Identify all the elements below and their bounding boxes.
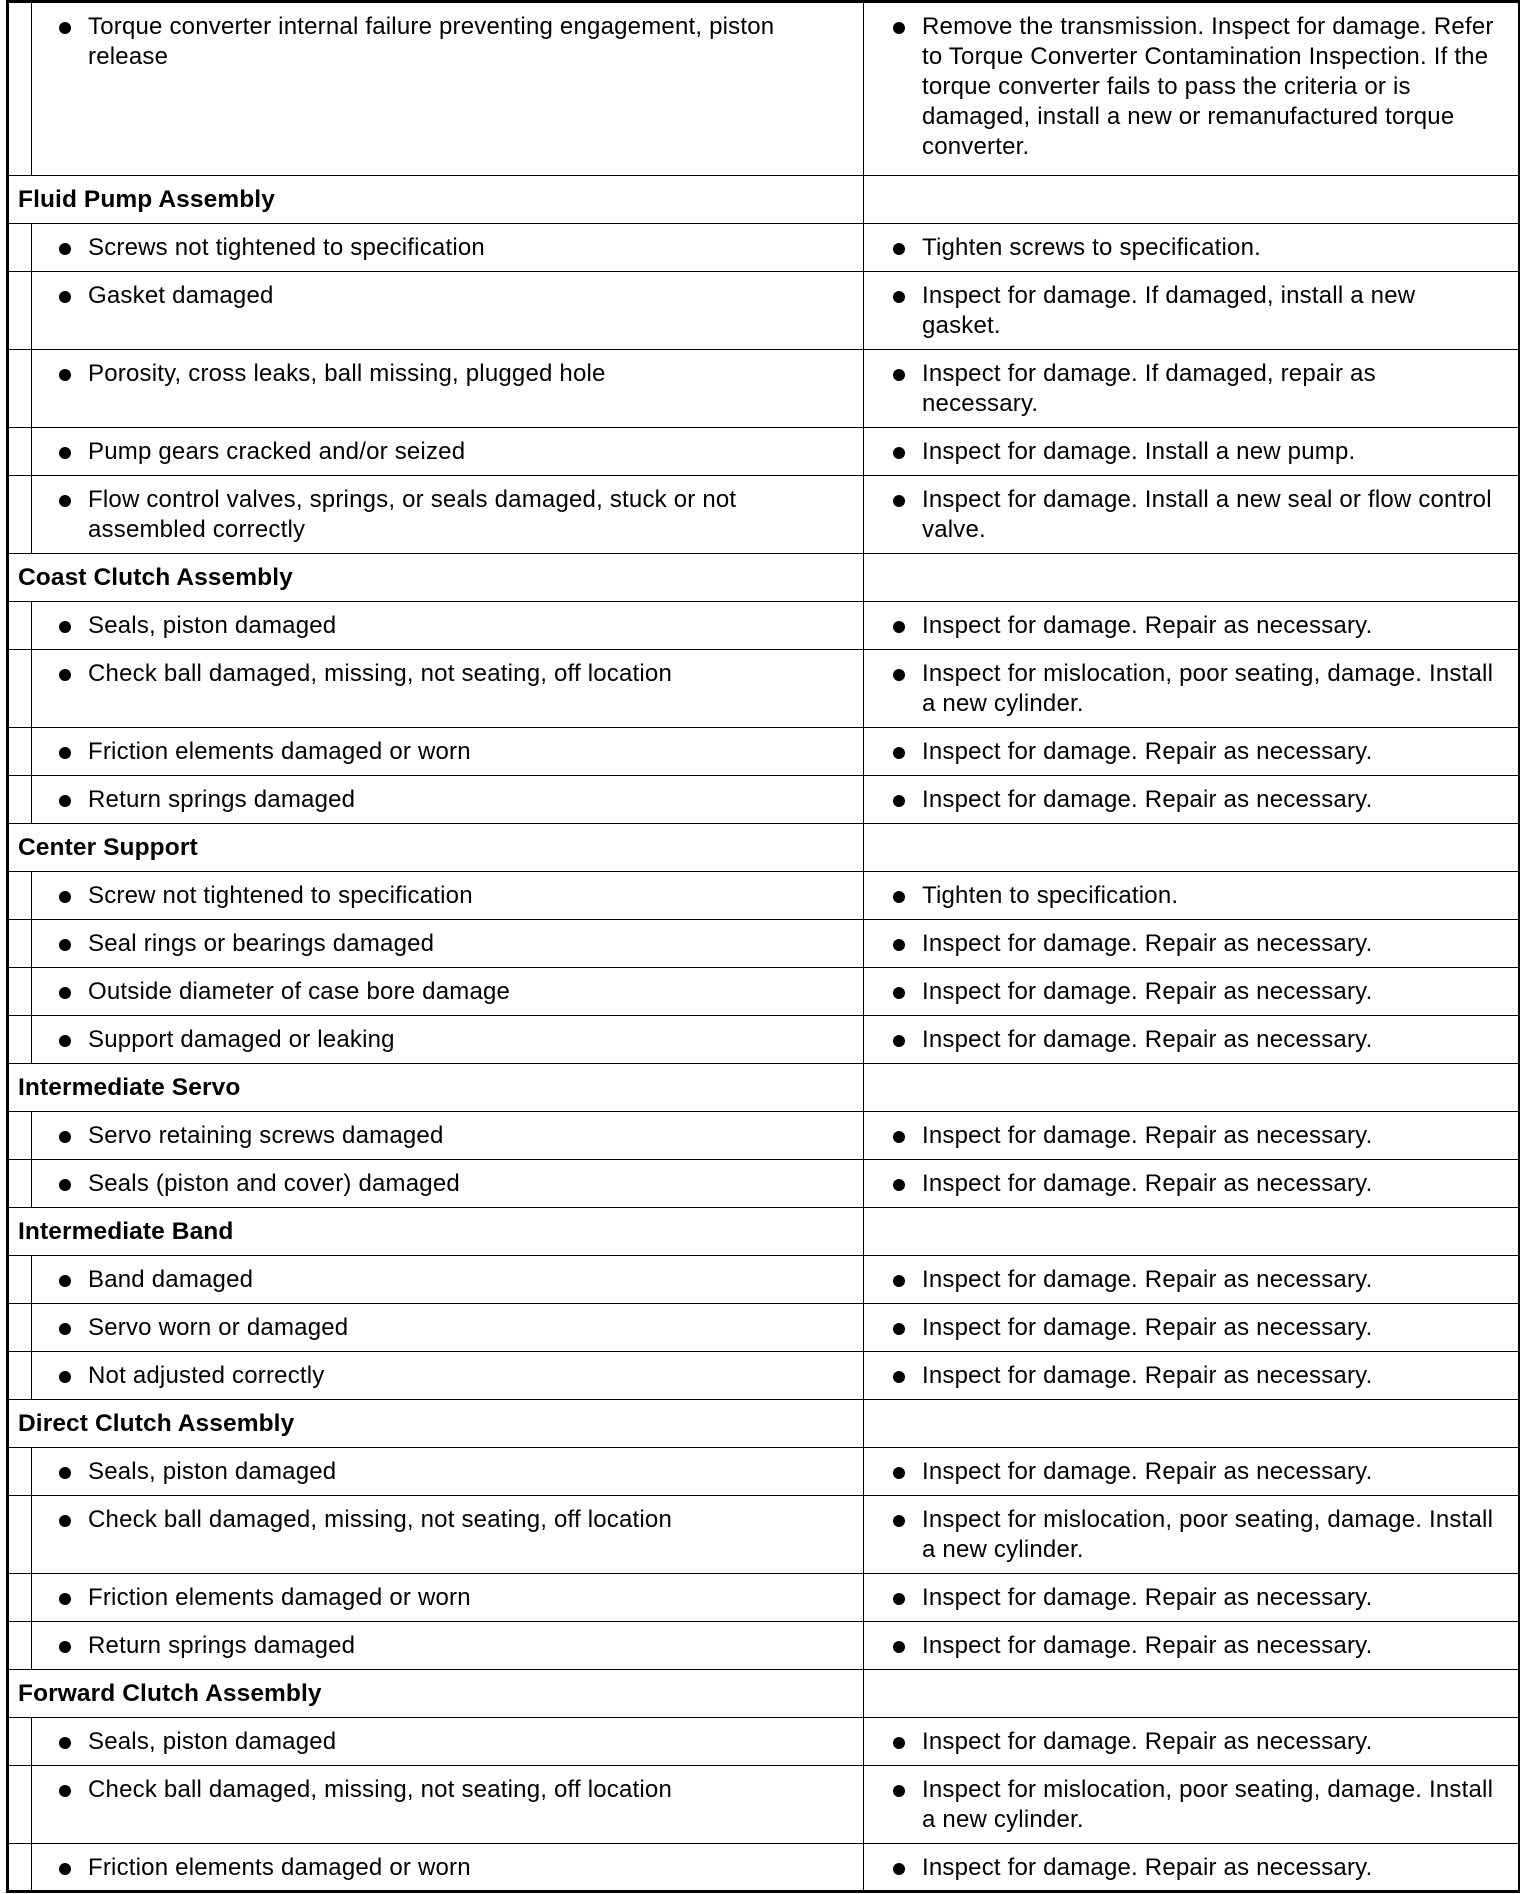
table-row bbox=[8, 602, 1520, 650]
section-header-row bbox=[8, 824, 1520, 872]
cause-item bbox=[32, 1256, 863, 1295]
action-text: Inspect for damage. Repair as necessary. bbox=[922, 978, 1373, 1005]
action-item bbox=[864, 968, 1518, 1007]
action-text: Inspect for damage. Repair as necessary. bbox=[922, 1728, 1373, 1755]
action-text: Inspect for damage. Repair as necessary. bbox=[922, 1458, 1373, 1485]
bullet-icon bbox=[893, 369, 905, 381]
cause-cell bbox=[32, 1766, 864, 1844]
diagnosis-table-page bbox=[6, 0, 1518, 1893]
bullet-icon bbox=[59, 1515, 71, 1527]
section-header-row bbox=[8, 1670, 1520, 1718]
cause-cell bbox=[32, 1622, 864, 1670]
action-text: Inspect for damage. Repair as necessary. bbox=[922, 1122, 1373, 1149]
table-row bbox=[8, 920, 1520, 968]
action-text: Remove the transmission. Inspect for damage. Refer to Torque Converter Contamination Inspection. If the torque converter fails to pass the criteria or is damaged, install a new or remanufactured torque converter. bbox=[922, 13, 1494, 160]
bullet-icon bbox=[59, 1131, 71, 1143]
section-empty-cell bbox=[864, 1208, 1520, 1256]
cause-cell bbox=[32, 1256, 864, 1304]
cause-text: Friction elements damaged or worn bbox=[88, 1584, 471, 1611]
action-item bbox=[864, 1496, 1518, 1565]
action-text: Inspect for mislocation, poor seating, damage. Install a new cylinder. bbox=[922, 1776, 1494, 1833]
section-empty-cell bbox=[864, 176, 1520, 224]
indent-cell bbox=[8, 428, 32, 476]
action-item bbox=[864, 1160, 1518, 1199]
bullet-icon bbox=[893, 1035, 905, 1047]
section-header-row bbox=[8, 1400, 1520, 1448]
table-row bbox=[8, 968, 1520, 1016]
action-text: Inspect for damage. Repair as necessary. bbox=[922, 786, 1373, 813]
action-item bbox=[864, 1844, 1518, 1883]
table-row bbox=[8, 350, 1520, 428]
indent-cell bbox=[8, 776, 32, 824]
action-text: Inspect for damage. Repair as necessary. bbox=[922, 930, 1373, 957]
action-item bbox=[864, 224, 1518, 263]
cause-item bbox=[32, 968, 863, 1007]
bullet-icon bbox=[59, 1035, 71, 1047]
cause-cell bbox=[32, 1718, 864, 1766]
cause-cell bbox=[32, 872, 864, 920]
table-row bbox=[8, 1718, 1520, 1766]
cause-cell bbox=[32, 602, 864, 650]
action-cell bbox=[864, 1496, 1520, 1574]
cause-text: Support damaged or leaking bbox=[88, 1026, 395, 1053]
action-cell bbox=[864, 1766, 1520, 1844]
section-title: Fluid Pump Assembly bbox=[8, 176, 864, 224]
action-item bbox=[864, 920, 1518, 959]
bullet-icon bbox=[59, 891, 71, 903]
table-row bbox=[8, 650, 1520, 728]
table-row bbox=[8, 1352, 1520, 1400]
table-row bbox=[8, 476, 1520, 554]
action-cell bbox=[864, 272, 1520, 350]
section-header-row bbox=[8, 1208, 1520, 1256]
action-item bbox=[864, 1016, 1518, 1055]
action-cell bbox=[864, 872, 1520, 920]
action-cell bbox=[864, 602, 1520, 650]
bullet-icon bbox=[59, 1863, 71, 1875]
table-row bbox=[8, 1574, 1520, 1622]
cause-item bbox=[32, 920, 863, 959]
indent-cell bbox=[8, 1574, 32, 1622]
cause-text: Band damaged bbox=[88, 1266, 254, 1293]
cause-text: Check ball damaged, missing, not seating, off location bbox=[88, 660, 673, 687]
cause-cell bbox=[32, 1574, 864, 1622]
cause-cell bbox=[32, 476, 864, 554]
action-text: Inspect for damage. Repair as necessary. bbox=[922, 1632, 1373, 1659]
bullet-icon bbox=[59, 291, 71, 303]
cause-cell bbox=[32, 2, 864, 176]
bullet-icon bbox=[893, 987, 905, 999]
table-row bbox=[8, 1448, 1520, 1496]
action-text: Tighten screws to specification. bbox=[922, 234, 1261, 261]
cause-cell bbox=[32, 350, 864, 428]
action-cell bbox=[864, 1160, 1520, 1208]
cause-cell bbox=[32, 1496, 864, 1574]
bullet-icon bbox=[893, 1179, 905, 1191]
cause-text: Seal rings or bearings damaged bbox=[88, 930, 435, 957]
cause-item bbox=[32, 650, 863, 689]
action-text: Inspect for mislocation, poor seating, damage. Install a new cylinder. bbox=[922, 660, 1494, 717]
bullet-icon bbox=[59, 795, 71, 807]
action-item bbox=[864, 602, 1518, 641]
action-item bbox=[864, 776, 1518, 815]
indent-cell bbox=[8, 1256, 32, 1304]
section-title: Intermediate Band bbox=[8, 1208, 864, 1256]
action-item bbox=[864, 1448, 1518, 1487]
action-text: Inspect for damage. Install a new pump. bbox=[922, 438, 1356, 465]
action-cell bbox=[864, 1574, 1520, 1622]
bullet-icon bbox=[893, 1515, 905, 1527]
action-cell bbox=[864, 1256, 1520, 1304]
action-item bbox=[864, 1256, 1518, 1295]
bullet-icon bbox=[59, 669, 71, 681]
cause-cell bbox=[32, 224, 864, 272]
action-text: Inspect for damage. Repair as necessary. bbox=[922, 1170, 1373, 1197]
section-title: Direct Clutch Assembly bbox=[8, 1400, 864, 1448]
indent-cell bbox=[8, 272, 32, 350]
cause-item bbox=[32, 1352, 863, 1391]
bullet-icon bbox=[59, 939, 71, 951]
table-row bbox=[8, 1016, 1520, 1064]
cause-item bbox=[32, 3, 863, 72]
cause-item bbox=[32, 476, 863, 545]
bullet-icon bbox=[59, 621, 71, 633]
cause-cell bbox=[32, 920, 864, 968]
diagnosis-table-body bbox=[8, 2, 1520, 1892]
cause-item bbox=[32, 272, 863, 311]
cause-text: Friction elements damaged or worn bbox=[88, 738, 471, 765]
action-text: Tighten to specification. bbox=[922, 882, 1179, 909]
cause-text: Seals, piston damaged bbox=[88, 612, 337, 639]
action-cell bbox=[864, 1352, 1520, 1400]
cause-text: Check ball damaged, missing, not seating, off location bbox=[88, 1776, 673, 1803]
bullet-icon bbox=[893, 22, 905, 34]
section-empty-cell bbox=[864, 554, 1520, 602]
action-item bbox=[864, 1622, 1518, 1661]
action-cell bbox=[864, 1016, 1520, 1064]
action-item bbox=[864, 872, 1518, 911]
cause-cell bbox=[32, 776, 864, 824]
bullet-icon bbox=[59, 1179, 71, 1191]
diagnosis-table bbox=[6, 0, 1520, 1893]
cause-item bbox=[32, 776, 863, 815]
section-empty-cell bbox=[864, 824, 1520, 872]
indent-cell bbox=[8, 2, 32, 176]
cause-cell bbox=[32, 1448, 864, 1496]
cause-item bbox=[32, 224, 863, 263]
action-cell bbox=[864, 1844, 1520, 1892]
section-empty-cell bbox=[864, 1400, 1520, 1448]
bullet-icon bbox=[893, 621, 905, 633]
action-cell bbox=[864, 428, 1520, 476]
table-row bbox=[8, 872, 1520, 920]
bullet-icon bbox=[59, 495, 71, 507]
action-text: Inspect for damage. If damaged, install a new gasket. bbox=[922, 282, 1416, 339]
indent-cell bbox=[8, 1844, 32, 1892]
cause-item bbox=[32, 1448, 863, 1487]
cause-item bbox=[32, 1622, 863, 1661]
bullet-icon bbox=[893, 495, 905, 507]
action-item bbox=[864, 1304, 1518, 1343]
action-text: Inspect for damage. Repair as necessary. bbox=[922, 1854, 1373, 1881]
cause-text: Check ball damaged, missing, not seating, off location bbox=[88, 1506, 673, 1533]
action-text: Inspect for damage. Install a new seal or flow control valve. bbox=[922, 486, 1492, 543]
table-row bbox=[8, 728, 1520, 776]
cause-cell bbox=[32, 272, 864, 350]
cause-item bbox=[32, 1112, 863, 1151]
bullet-icon bbox=[893, 1737, 905, 1749]
bullet-icon bbox=[59, 243, 71, 255]
indent-cell bbox=[8, 728, 32, 776]
action-item bbox=[864, 476, 1518, 545]
cause-text: Flow control valves, springs, or seals damaged, stuck or not assembled correctly bbox=[88, 486, 737, 543]
cause-cell bbox=[32, 1016, 864, 1064]
table-row bbox=[8, 1496, 1520, 1574]
cause-text: Torque converter internal failure preventing engagement, piston release bbox=[88, 13, 775, 70]
action-cell bbox=[864, 1112, 1520, 1160]
section-title: Intermediate Servo bbox=[8, 1064, 864, 1112]
table-row bbox=[8, 2, 1520, 176]
action-cell bbox=[864, 476, 1520, 554]
action-item bbox=[864, 650, 1518, 719]
cause-item bbox=[32, 1160, 863, 1199]
cause-item bbox=[32, 1304, 863, 1343]
cause-item bbox=[32, 428, 863, 467]
bullet-icon bbox=[59, 447, 71, 459]
indent-cell bbox=[8, 1016, 32, 1064]
cause-text: Screws not tightened to specification bbox=[88, 234, 485, 261]
cause-text: Gasket damaged bbox=[88, 282, 274, 309]
indent-cell bbox=[8, 1304, 32, 1352]
cause-item bbox=[32, 1718, 863, 1757]
cause-text: Seals, piston damaged bbox=[88, 1458, 337, 1485]
bullet-icon bbox=[893, 447, 905, 459]
cause-cell bbox=[32, 1112, 864, 1160]
indent-cell bbox=[8, 1622, 32, 1670]
indent-cell bbox=[8, 1352, 32, 1400]
bullet-icon bbox=[59, 1737, 71, 1749]
bullet-icon bbox=[59, 1785, 71, 1797]
table-row bbox=[8, 1622, 1520, 1670]
cause-item bbox=[32, 1766, 863, 1805]
action-item bbox=[864, 1112, 1518, 1151]
cause-text: Servo worn or damaged bbox=[88, 1314, 349, 1341]
bullet-icon bbox=[893, 1785, 905, 1797]
indent-cell bbox=[8, 1718, 32, 1766]
cause-item bbox=[32, 1844, 863, 1883]
bullet-icon bbox=[893, 1371, 905, 1383]
action-item bbox=[864, 272, 1518, 341]
action-cell bbox=[864, 350, 1520, 428]
bullet-icon bbox=[59, 1467, 71, 1479]
cause-text: Porosity, cross leaks, ball missing, plugged hole bbox=[88, 360, 606, 387]
action-item bbox=[864, 428, 1518, 467]
cause-cell bbox=[32, 1352, 864, 1400]
cause-text: Seals, piston damaged bbox=[88, 1728, 337, 1755]
bullet-icon bbox=[59, 1641, 71, 1653]
indent-cell bbox=[8, 1448, 32, 1496]
action-text: Inspect for damage. Repair as necessary. bbox=[922, 738, 1373, 765]
bullet-icon bbox=[59, 1371, 71, 1383]
action-cell bbox=[864, 920, 1520, 968]
indent-cell bbox=[8, 1112, 32, 1160]
cause-item bbox=[32, 602, 863, 641]
action-text: Inspect for damage. Repair as necessary. bbox=[922, 1362, 1373, 1389]
section-header-row bbox=[8, 1064, 1520, 1112]
cause-cell bbox=[32, 1160, 864, 1208]
cause-cell bbox=[32, 428, 864, 476]
action-item bbox=[864, 3, 1518, 162]
cause-item bbox=[32, 872, 863, 911]
indent-cell bbox=[8, 1766, 32, 1844]
cause-cell bbox=[32, 968, 864, 1016]
bullet-icon bbox=[893, 1323, 905, 1335]
indent-cell bbox=[8, 920, 32, 968]
cause-text: Servo retaining screws damaged bbox=[88, 1122, 444, 1149]
table-row bbox=[8, 428, 1520, 476]
section-header-row bbox=[8, 554, 1520, 602]
action-text: Inspect for damage. If damaged, repair as necessary. bbox=[922, 360, 1376, 417]
bullet-icon bbox=[893, 747, 905, 759]
action-text: Inspect for damage. Repair as necessary. bbox=[922, 1266, 1373, 1293]
section-empty-cell bbox=[864, 1670, 1520, 1718]
cause-item bbox=[32, 1574, 863, 1613]
action-item bbox=[864, 350, 1518, 419]
cause-item bbox=[32, 728, 863, 767]
bullet-icon bbox=[893, 1593, 905, 1605]
cause-text: Return springs damaged bbox=[88, 1632, 356, 1659]
cause-text: Outside diameter of case bore damage bbox=[88, 978, 511, 1005]
bullet-icon bbox=[59, 1323, 71, 1335]
cause-item bbox=[32, 1496, 863, 1535]
section-empty-cell bbox=[864, 1064, 1520, 1112]
table-row bbox=[8, 224, 1520, 272]
action-cell bbox=[864, 650, 1520, 728]
action-text: Inspect for damage. Repair as necessary. bbox=[922, 1026, 1373, 1053]
table-row bbox=[8, 1160, 1520, 1208]
action-item bbox=[864, 728, 1518, 767]
action-cell bbox=[864, 1448, 1520, 1496]
indent-cell bbox=[8, 968, 32, 1016]
indent-cell bbox=[8, 224, 32, 272]
action-cell bbox=[864, 1622, 1520, 1670]
table-row bbox=[8, 1844, 1520, 1892]
action-item bbox=[864, 1574, 1518, 1613]
section-title: Forward Clutch Assembly bbox=[8, 1670, 864, 1718]
bullet-icon bbox=[893, 291, 905, 303]
cause-cell bbox=[32, 1844, 864, 1892]
bullet-icon bbox=[59, 1593, 71, 1605]
cause-cell bbox=[32, 1304, 864, 1352]
action-text: Inspect for damage. Repair as necessary. bbox=[922, 612, 1373, 639]
indent-cell bbox=[8, 476, 32, 554]
section-title: Coast Clutch Assembly bbox=[8, 554, 864, 602]
action-cell bbox=[864, 2, 1520, 176]
table-row bbox=[8, 272, 1520, 350]
action-cell bbox=[864, 1718, 1520, 1766]
bullet-icon bbox=[893, 669, 905, 681]
table-row bbox=[8, 1256, 1520, 1304]
bullet-icon bbox=[893, 1275, 905, 1287]
bullet-icon bbox=[893, 1863, 905, 1875]
bullet-icon bbox=[59, 369, 71, 381]
indent-cell bbox=[8, 650, 32, 728]
bullet-icon bbox=[59, 747, 71, 759]
action-item bbox=[864, 1766, 1518, 1835]
section-header-row bbox=[8, 176, 1520, 224]
cause-text: Pump gears cracked and/or seized bbox=[88, 438, 466, 465]
bullet-icon bbox=[893, 939, 905, 951]
action-item bbox=[864, 1718, 1518, 1757]
indent-cell bbox=[8, 872, 32, 920]
cause-text: Screw not tightened to specification bbox=[88, 882, 473, 909]
bullet-icon bbox=[893, 891, 905, 903]
table-row bbox=[8, 1112, 1520, 1160]
bullet-icon bbox=[893, 795, 905, 807]
indent-cell bbox=[8, 1496, 32, 1574]
action-text: Inspect for mislocation, poor seating, damage. Install a new cylinder. bbox=[922, 1506, 1494, 1563]
bullet-icon bbox=[893, 1131, 905, 1143]
bullet-icon bbox=[893, 1641, 905, 1653]
table-row bbox=[8, 1304, 1520, 1352]
cause-cell bbox=[32, 650, 864, 728]
cause-item bbox=[32, 1016, 863, 1055]
cause-item bbox=[32, 350, 863, 389]
bullet-icon bbox=[59, 1275, 71, 1287]
cause-text: Return springs damaged bbox=[88, 786, 356, 813]
cause-text: Friction elements damaged or worn bbox=[88, 1854, 471, 1881]
table-row bbox=[8, 776, 1520, 824]
action-text: Inspect for damage. Repair as necessary. bbox=[922, 1584, 1373, 1611]
action-cell bbox=[864, 728, 1520, 776]
cause-text: Not adjusted correctly bbox=[88, 1362, 325, 1389]
action-cell bbox=[864, 1304, 1520, 1352]
bullet-icon bbox=[893, 1467, 905, 1479]
indent-cell bbox=[8, 1160, 32, 1208]
bullet-icon bbox=[59, 22, 71, 34]
action-item bbox=[864, 1352, 1518, 1391]
bullet-icon bbox=[59, 987, 71, 999]
indent-cell bbox=[8, 350, 32, 428]
action-cell bbox=[864, 968, 1520, 1016]
indent-cell bbox=[8, 602, 32, 650]
action-cell bbox=[864, 224, 1520, 272]
table-row bbox=[8, 1766, 1520, 1844]
bullet-icon bbox=[893, 243, 905, 255]
section-title: Center Support bbox=[8, 824, 864, 872]
cause-text: Seals (piston and cover) damaged bbox=[88, 1170, 460, 1197]
cause-cell bbox=[32, 728, 864, 776]
action-cell bbox=[864, 776, 1520, 824]
action-text: Inspect for damage. Repair as necessary. bbox=[922, 1314, 1373, 1341]
